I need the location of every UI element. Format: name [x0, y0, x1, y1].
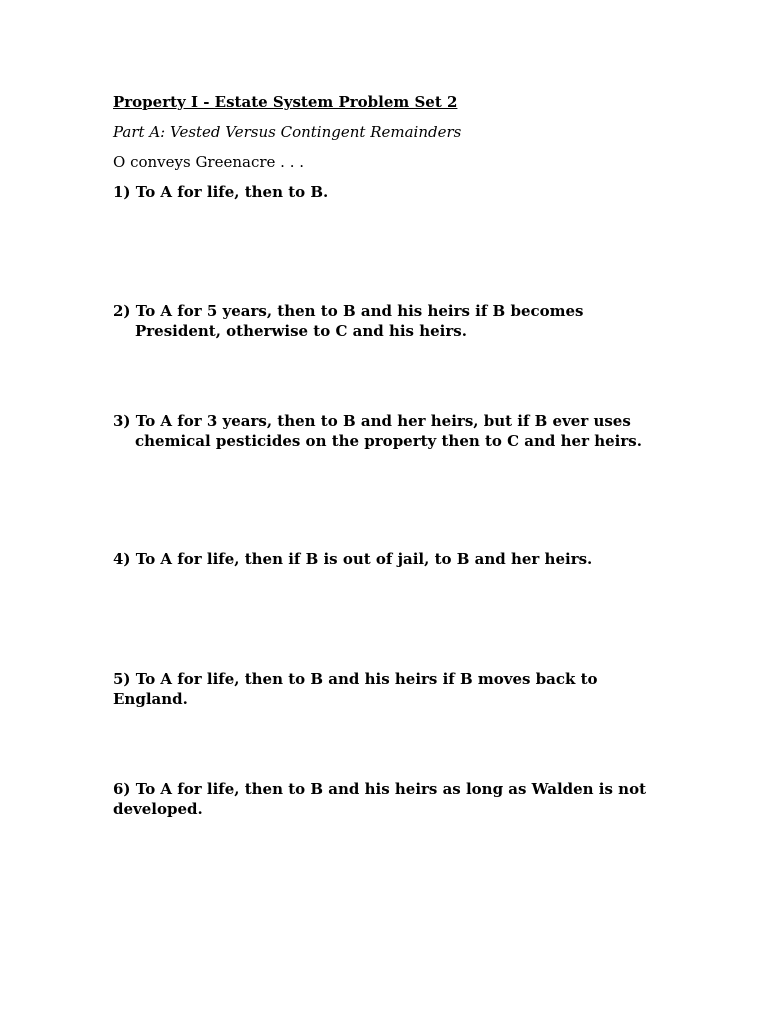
intro-text: O conveys Greenacre . . . — [113, 153, 305, 171]
problem-5-line-1: 5) To A for life, then to B and his heirs if B moves back to — [113, 670, 598, 688]
problem-6-line-2: developed. — [113, 800, 203, 818]
problem-2-line-1: 2) To A for 5 years, then to B and his heirs if B becomes — [113, 302, 584, 320]
problem-5-line-2: England. — [113, 690, 188, 708]
problem-6-line-1: 6) To A for life, then to B and his heirs as long as Walden is not — [113, 780, 647, 798]
problem-3-line-1: 3) To A for 3 years, then to B and her heirs, but if B ever uses — [113, 412, 631, 430]
part-heading: Part A: Vested Versus Contingent Remainders — [113, 123, 462, 141]
problem-4: 4) To A for life, then if B is out of jail, to B and her heirs. — [113, 550, 593, 568]
problem-2-line-2: President, otherwise to C and his heirs. — [135, 322, 467, 340]
problem-3-line-2: chemical pesticides on the property then to C and her heirs. — [135, 432, 642, 450]
problem-1: 1) To A for life, then to B. — [113, 183, 329, 201]
document-title: Property I - Estate System Problem Set 2 — [113, 93, 458, 111]
